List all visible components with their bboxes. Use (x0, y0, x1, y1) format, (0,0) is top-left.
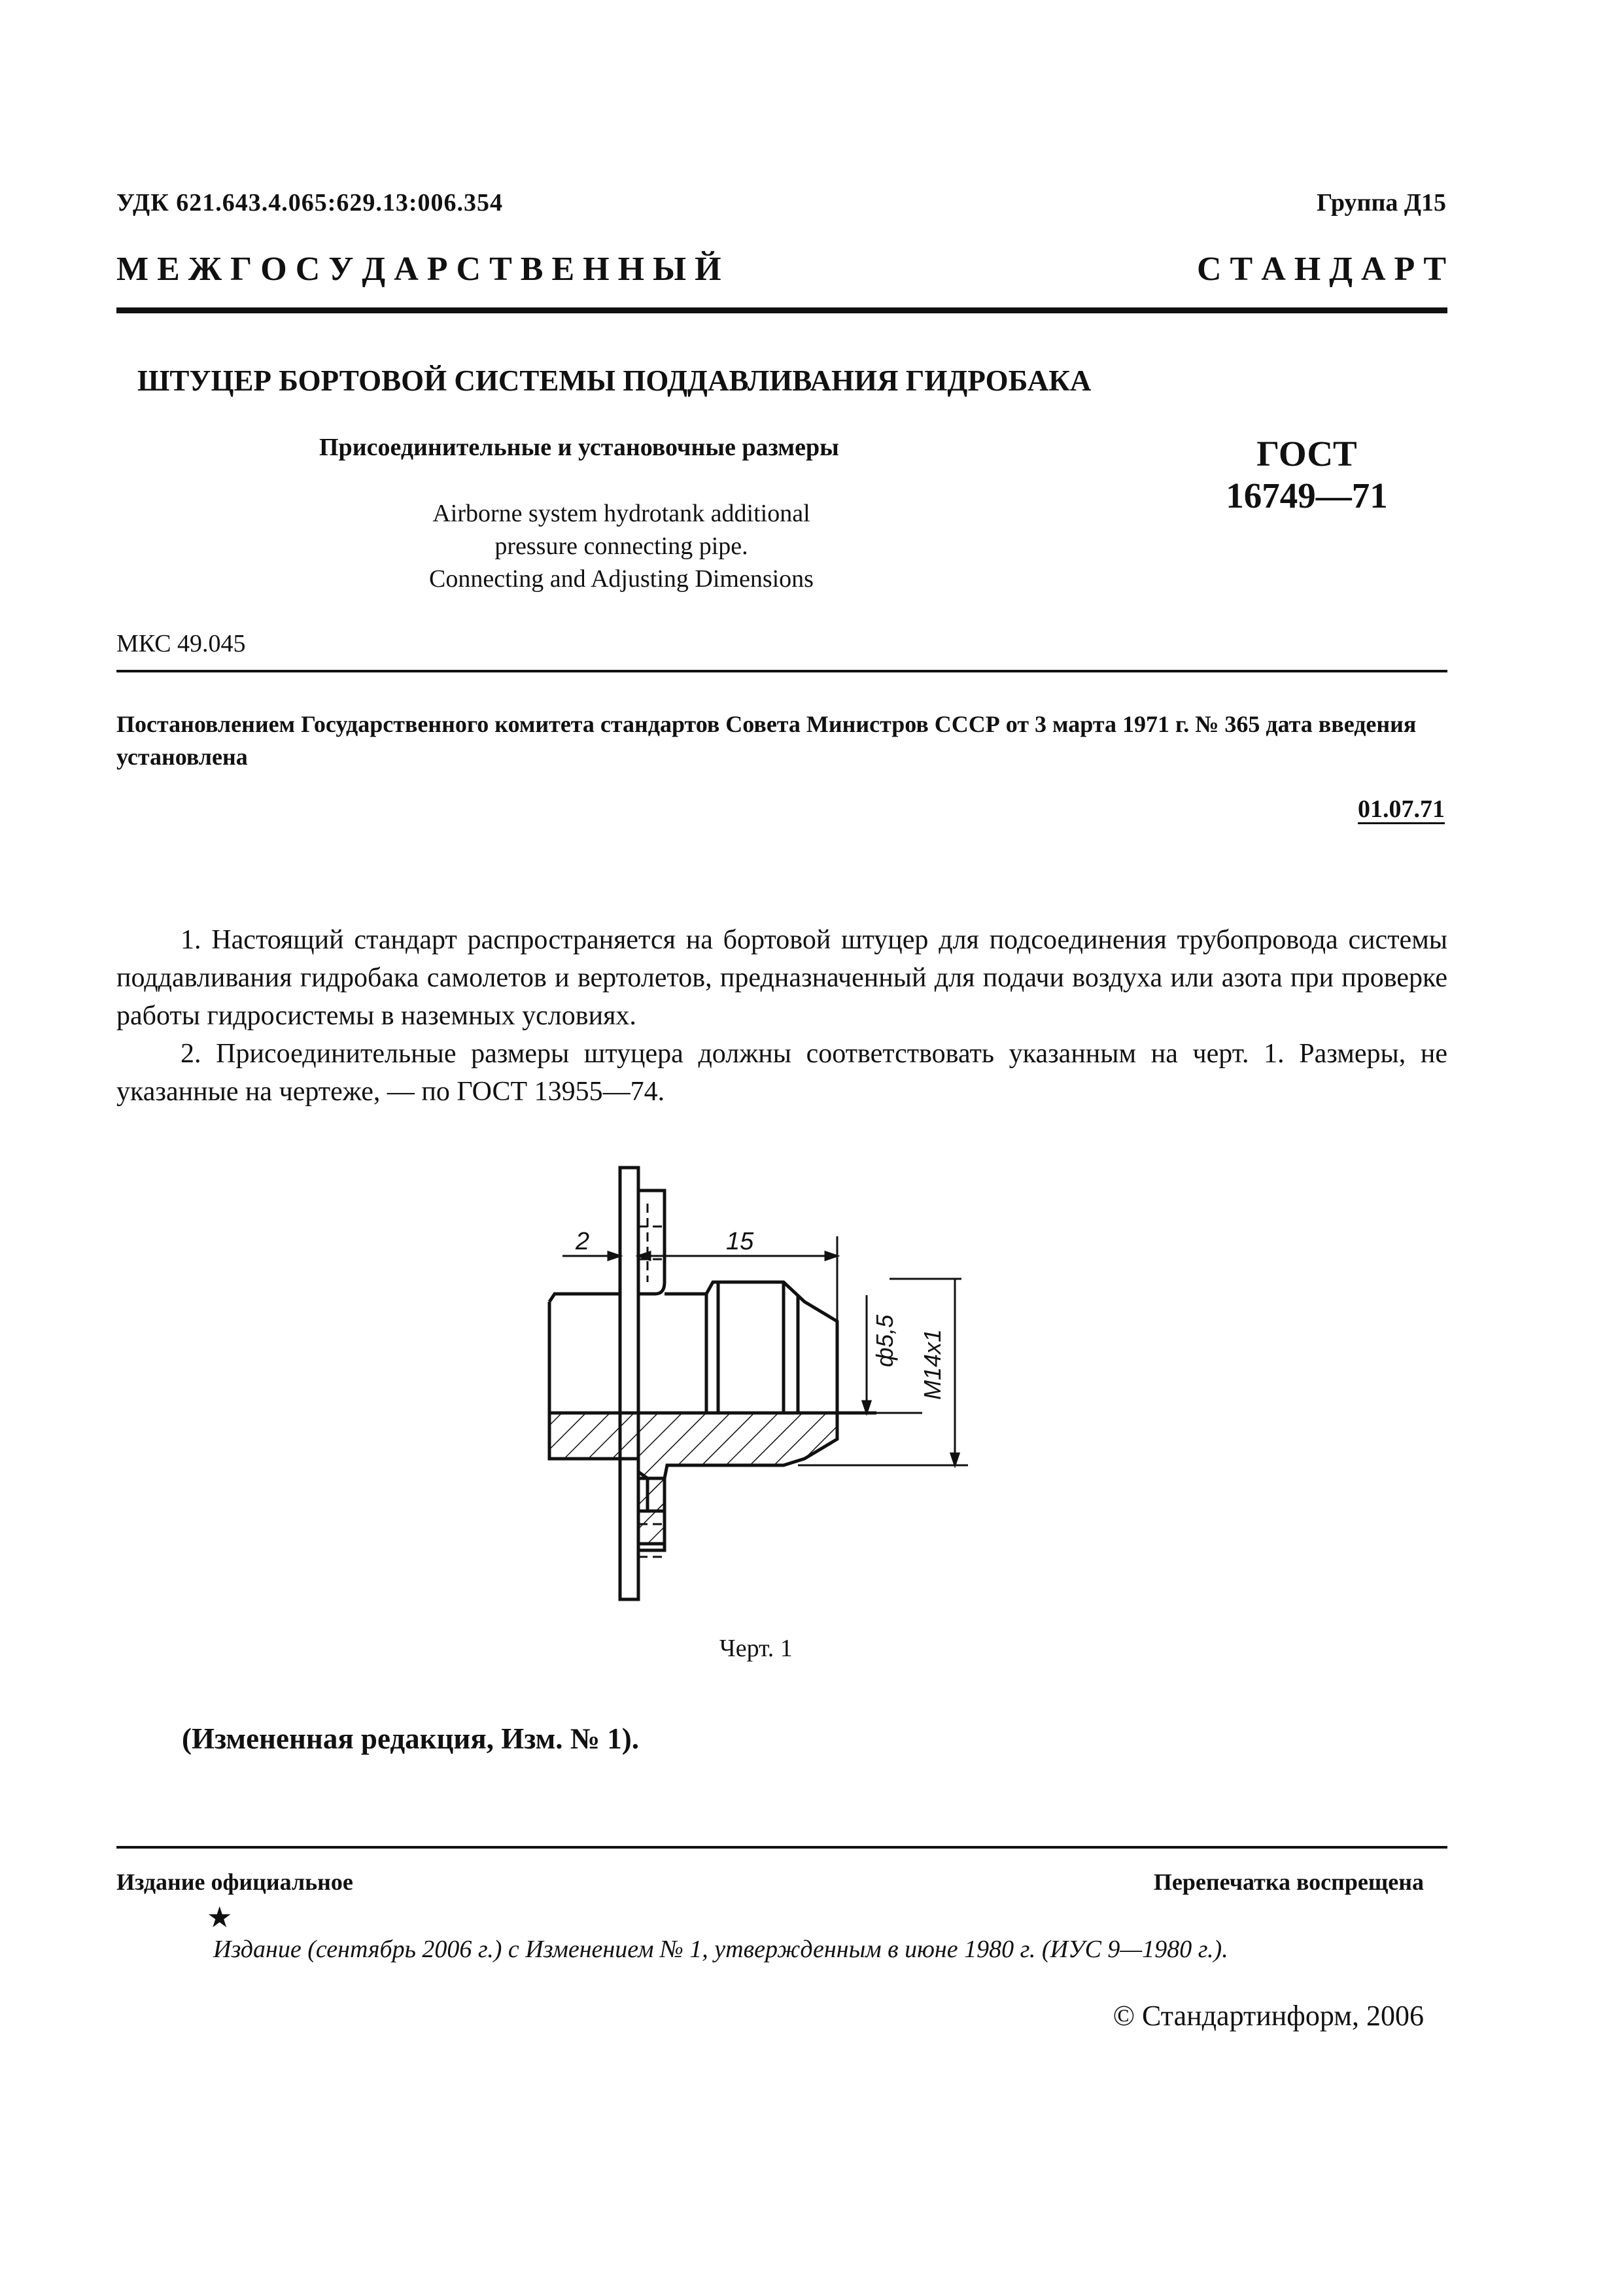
reprint-notice: Перепечатка воспрещена (1153, 1869, 1424, 1895)
gost-number (1209, 433, 1405, 517)
paragraph-2: 2. Присоединительные размеры штуцера должны соответствовать указанным на черт. 1. Размеры, не указанные на чертеже, — по ГОСТ 13955—74. (116, 1039, 1447, 1107)
paragraph-1: 1. Настоящий стандарт распространяется на бортовой штуцер для подсоединения трубопровода системы поддавливания гидробака самолетов и вертолетов, предназначенный для подачи воздуха или азота при проверке работы гидросистемы в наземных условиях. (116, 925, 1447, 1031)
gost-code: 16749—71 (1226, 476, 1388, 515)
udk-code: УДК 621.643.4.065:629.13:006.354 (116, 189, 504, 217)
document-subtitle: Присоединительные и установочные размеры (319, 434, 839, 461)
document-title: ШТУЦЕР БОРТОВОЙ СИСТЕМЫ ПОДДАВЛИВАНИЯ ГИДРОБАКА (137, 364, 1092, 397)
gost-label: ГОСТ (1256, 434, 1357, 474)
copyright: © Стандартинформ, 2006 (1113, 2000, 1424, 2032)
mks-code: МКС 49.045 (116, 630, 246, 657)
standard-banner (116, 250, 1446, 288)
mks-rule (116, 670, 1447, 672)
english-title (366, 497, 876, 595)
footer-rule (116, 1846, 1447, 1849)
star-icon: ★ (207, 1902, 233, 1934)
technical-drawing (510, 1151, 1007, 1612)
dim-2-label: 2 (576, 1228, 590, 1255)
header-rule (116, 307, 1447, 313)
banner-word-2: С Т А Н Д А Р Т (1196, 251, 1446, 288)
dim-diameter-label: ф5,5 (871, 1314, 898, 1367)
english-title-line: Connecting and Adjusting Dimensions (429, 565, 814, 593)
amendment-note: (Измененная редакция, Изм. № 1). (182, 1722, 640, 1755)
edition-label: Издание официальное (116, 1869, 353, 1895)
edition-info: Издание (сентябрь 2006 г.) с Изменением № 1, утвержденным в июне 1980 г. (ИУС 9—1980 г.). (213, 1936, 1228, 1963)
english-title-line: Airborne system hydrotank additional (432, 500, 810, 527)
intro-date: 01.07.71 (1358, 795, 1445, 823)
group-code: Группа Д15 (1317, 189, 1446, 217)
banner-word-1: М Е Ж Г О С У Д А Р С Т В Е Н Н Ы Й (116, 251, 721, 288)
drawing-caption: Черт. 1 (719, 1635, 793, 1662)
dim-15-label: 15 (726, 1228, 754, 1255)
dim-thread-label: М14х1 (919, 1329, 946, 1400)
english-title-line: pressure connecting pipe. (494, 532, 748, 560)
decree-text: Постановлением Государственного комитета стандартов Совета Министров СССР от 3 марта 1971 г. № 365 дата введения установлена (116, 711, 1417, 770)
